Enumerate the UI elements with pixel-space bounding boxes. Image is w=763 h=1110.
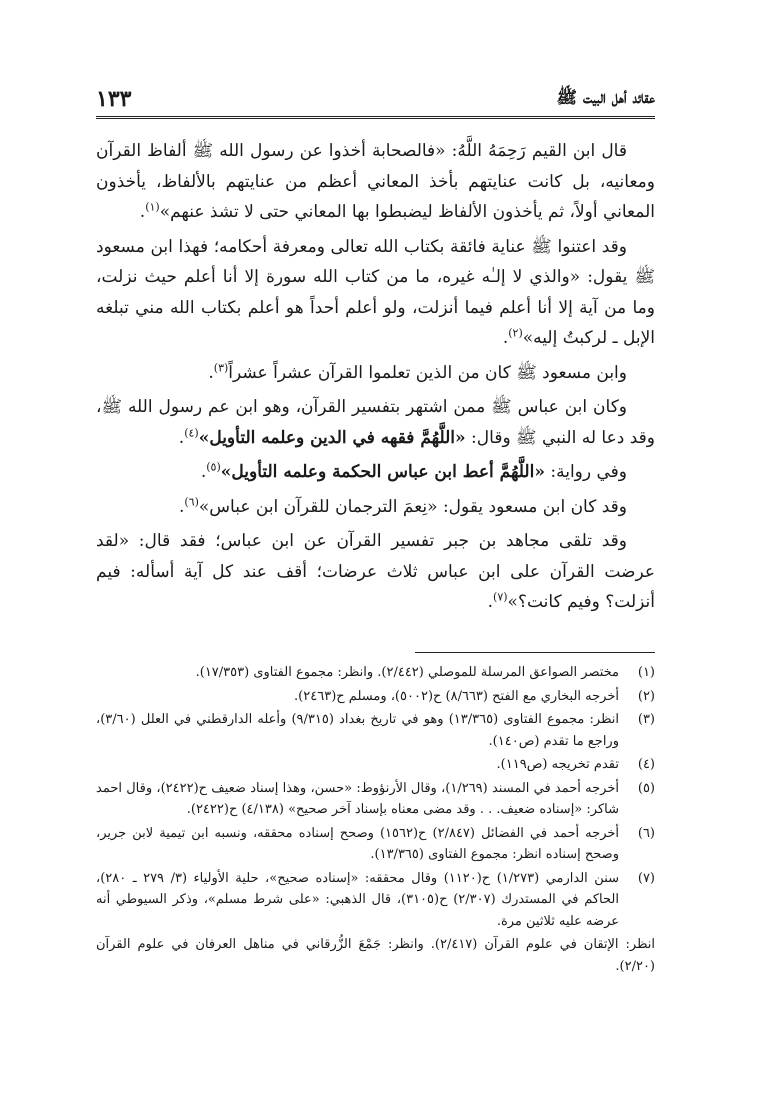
footnote-separator: [415, 652, 655, 653]
paragraph-end: .: [178, 496, 185, 517]
footnote-4: [96, 754, 655, 776]
footnote-ref: (١): [145, 200, 160, 214]
footnote-3: [96, 709, 655, 752]
footnote-6: [96, 823, 655, 866]
paragraph-7: [96, 526, 655, 618]
paragraph-end: .: [178, 427, 185, 448]
footnote-7: [96, 868, 655, 933]
hadith-quote: «اللَّهُمَّ أعط ابن عباس الحكمة وعلمه التأويل»: [220, 462, 545, 482]
paragraph-end: .: [502, 328, 509, 348]
page-number: ١٣٣: [96, 86, 132, 112]
paragraph-1: [96, 136, 655, 228]
paragraph-5: [96, 457, 655, 488]
running-title: عقائد أهل البيت ﷺ: [556, 88, 655, 108]
footnote-number: (١): [637, 665, 655, 680]
paragraph-4: [96, 392, 655, 453]
footnote-ref: (٣): [213, 360, 229, 374]
paragraph-6: [96, 492, 655, 523]
page-header: [96, 78, 655, 119]
footnote-2: [96, 686, 655, 708]
paragraph-text: وكان ابن عباس ﷺ ممن اشتهر بتفسير القرآن، وهو ابن عم رسول الله ﷺ، وقد دعا له النبي ﷺ وقال:: [96, 397, 655, 448]
footnote-number: (٦): [637, 825, 655, 841]
footnote-text: أخرجه أحمد في المسند (١/٢٦٩)، وقال الأرنؤوط: «حسن، وهذا إسناد ضعيف ح(٢٤٢٢)، وقال احمد شاكر: «إسناده ضعيف. . . وقد مضى معناه بإسناد آخر صحيح» (٤/١٣٨) ح(٢٤٢٢).: [96, 780, 619, 817]
footnote-ref: (٢): [508, 326, 523, 340]
footnote-text: تقدم تخريجه (ص١١٩).: [496, 757, 619, 772]
paragraph-text: وفي رواية:: [544, 462, 627, 482]
paragraph-end: .: [487, 592, 494, 612]
hadith-quote: «اللَّهُمَّ فقهه في الدين وعلمه التأويل»: [198, 427, 466, 448]
footnote-number: (٣): [637, 712, 655, 727]
paragraph-text: وقد تلقى مجاهد بن جبر تفسير القرآن عن ابن عباس؛ فقد قال: «لقد عرضت القرآن على ابن عباس ثلاث عرضات؛ أقف عند كل آية أسأله: فيم أنزلت؟ وفيم كانت؟»: [96, 531, 655, 612]
paragraph-text: وابن مسعود ﷺ كان من الذين تعلموا القرآن عشراً عشراً: [228, 362, 627, 383]
paragraph-end: .: [200, 462, 207, 482]
footnote-number: (٢): [637, 688, 655, 704]
footnote-ref: (٤): [184, 425, 199, 439]
footnote-number: (٧): [637, 870, 655, 886]
footnote-5: [96, 778, 655, 821]
paragraph-text: وقد كان ابن مسعود يقول: «نِعمَ الترجمان للقرآن ابن عباس»: [198, 496, 627, 517]
footnote-text: أخرجه أحمد في الفضائل (٢/٨٤٧) ح(١٥٦٢) وصحح إسناده محققه، ونسبه ابن تيمية لابن جرير، وصحح إسناده انظر: مجموع الفتاوى (١٣/٣٦٥).: [96, 825, 620, 862]
footnote-text: أخرجه البخاري مع الفتح (٨/٦٦٣) ح(٥٠٠٢)، ومسلم ح(٢٤٦٣).: [294, 688, 619, 704]
paragraph-text: قال ابن القيم رَحِمَهُ اللَّهُ: «فالصحابة أخذوا عن رسول الله ﷺ ألفاظ القرآن ومعانيه، بل كانت عنايتهم بأخذ المعاني أعظم من عنايتهم بالألفاظ، يأخذون المعاني أولاً، ثم يأخذون الألفاظ ليضبطوا بها المعاني حتى لا تشذ عنهم»: [96, 141, 655, 222]
footnote-ref: (٧): [493, 590, 508, 604]
footnote-number: (٥): [637, 780, 655, 796]
paragraph-2: [96, 232, 655, 354]
footnote-ref: (٦): [184, 494, 199, 508]
paragraph-end: .: [139, 202, 146, 222]
paragraph-text: وقد اعتنوا ﷺ عناية فائقة بكتاب الله تعالى ومعرفة أحكامه؛ فهذا ابن مسعود ﷺ يقول: «والذي لا إلـٰه غيره، ما من كتاب الله سورة إلا أنا أعلم حيث نزلت، وما من آية إلا أنا أعلم فيما أنزلت، ولو أعلم أحداً هو أعلم بكتاب الله مني تبلغه الإبل ـ لركبتُ إليه»: [96, 236, 655, 348]
footnote-text: انظر: مجموع الفتاوى (١٣/٣٦٥) وهو في تاريخ بغداد (٩/٣١٥) وأعله الدارقطني في العلل (٣/٦٠)، وراجع ما تقدم (ص١٤٠).: [96, 712, 619, 749]
footnote-continuation: انظر: الإتقان في علوم القرآن (٢/٤١٧). وانظر: جَمْعَ الزُّرقاني في مناهل العرفان في علوم القرآن (٢/٢٠).: [96, 937, 656, 974]
paragraph-end: .: [208, 362, 214, 383]
footnotes: [96, 662, 655, 977]
footnote-text: مختصر الصواعق المرسلة للموصلي (٢/٤٤٢). وانظر: مجموع الفتاوى (١٧/٣٥٣).: [195, 665, 619, 680]
main-text: [96, 136, 655, 622]
footnote-number: (٤): [637, 757, 655, 772]
paragraph-3: [96, 358, 655, 389]
footnote-1: [96, 662, 655, 684]
footnote-ref: (٥): [206, 460, 221, 474]
footnote-text: سنن الدارمي (١/٢٧٣) ح(١١٢٠) وقال محققه: «إسناده صحيح»، حلية الأولياء (٣/ ٢٧٩ ـ ٢٨٠)، الحاكم في المستدرك (٢/٣٠٧) ح(٣١٠٥)، قال الذهبي: «على شرط مسلم»، وذكر السيوطي أنه عرضه عليه ثلاثين مرة.: [96, 870, 620, 929]
